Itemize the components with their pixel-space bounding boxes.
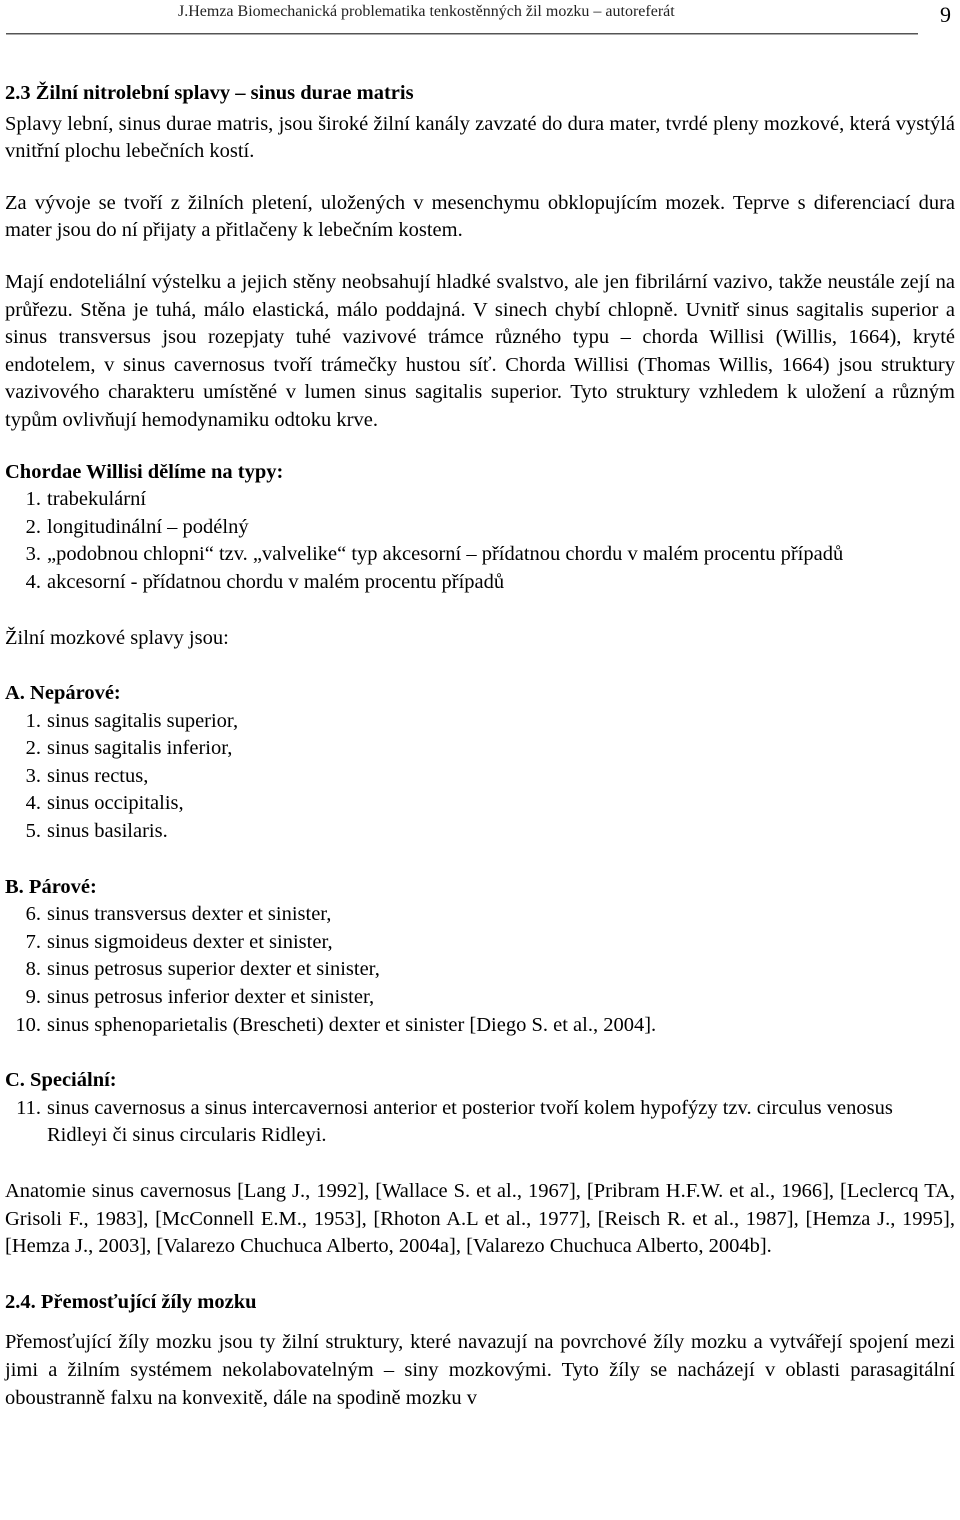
item-text: sinus transversus dexter et sinister, [47, 903, 332, 926]
list-item [5, 569, 955, 597]
running-title: J.Hemza Biomechanická problematika tenkostěnných žil mozku – autoreferát [178, 3, 675, 20]
item-text: sinus basilaris. [47, 820, 168, 843]
item-text: sinus sagitalis inferior, [47, 737, 233, 760]
page-body [5, 80, 955, 1412]
page-number: 9 [940, 2, 951, 27]
item-number: 7. [25, 930, 41, 953]
section-heading-2-3: 2.3 Žilní nitrolební splavy – sinus durae matris [5, 82, 414, 104]
list-item [5, 514, 955, 542]
item-number: 1. [25, 488, 41, 511]
list-item [5, 541, 955, 569]
list-item [5, 708, 955, 736]
item-number: 10. [15, 1013, 41, 1036]
item-text: sinus petrosus superior dexter et sinister, [47, 958, 380, 981]
splavy-intro: Žilní mozkové splavy jsou: [5, 626, 229, 649]
item-text: sinus rectus, [47, 764, 149, 787]
item-number: 5. [25, 820, 41, 843]
group-b-heading: B. Párové: [5, 875, 97, 898]
list-item [5, 818, 955, 846]
header-rule [6, 33, 918, 35]
item-text: sinus sagitalis superior, [47, 709, 239, 732]
item-number: 9. [25, 986, 41, 1009]
item-number: 11. [16, 1096, 41, 1119]
paragraph: Mají endoteliální výstelku a jejich stěny neobsahují hladké svalstvo, ale jen fibrilární vazivo, takže neustále zejí na průřezu. Stěna je tuhá, málo elastická, málo poddajná. V sinech chybí chlopně. Uvnitř sinus sagitalis superior a sinus transversus jsou rozepjaty tuhé vazivové trámce různého typu – chorda Willisi (Willis, 1664), kryté endotelem, v sinus cavernosus tvoří trámečky hustou síť. Chorda Willisi (Thomas Willis, 1664) jsou struktury vazivového charakteru umístěné v lumen sinus sagitalis superior. Tyto struktury vzhledem k uložení a různým typům ovlivňují hemodynamiku odtoku krve. [5, 270, 955, 431]
item-number: 2. [25, 515, 41, 538]
item-text: sinus sigmoideus dexter et sinister, [47, 930, 333, 953]
item-number: 2. [25, 737, 41, 760]
item-text: sinus occipitalis, [47, 792, 184, 815]
list-item [5, 929, 955, 957]
item-number: 6. [25, 903, 41, 926]
paragraph: Splavy lební, sinus durae matris, jsou široké žilní kanály zavzaté do dura mater, tvrdé pleny mozkové, která vystýlá vnitřní plochu lebečních kostí. [5, 112, 955, 163]
list-item [5, 956, 955, 984]
item-text: longitudinální – podélný [47, 515, 249, 538]
item-number: 4. [25, 792, 41, 815]
item-number: 1. [25, 709, 41, 732]
item-number: 3. [25, 764, 41, 787]
chordae-list [5, 486, 955, 596]
item-number: 4. [25, 570, 41, 593]
group-a-list [5, 708, 955, 846]
item-text: trabekulární [47, 488, 147, 511]
anatomy-references: Anatomie sinus cavernosus [Lang J., 1992], [Wallace S. et al., 1967], [Pribram H.F.W. et al., 1966], [Leclercq TA, Grisoli F., 1983], [McConnell E.M., 1953], [Rhoton A.L et al., 1977], [Reisch R. et al., 1987], [Hemza J., 1995], [Hemza J., 2003], [Valarezo Chuchuca Alberto, 2004a], [Valarezo Chuchuca Alberto, 2004b]. [5, 1180, 955, 1258]
item-text: sinus sphenoparietalis (Brescheti) dexter et sinister [Diego S. et al., 2004]. [47, 1013, 657, 1036]
list-item [5, 1012, 955, 1040]
list-item [5, 486, 955, 514]
group-c-list [5, 1095, 955, 1150]
item-text: akcesorní - přídatnou chordu v malém procentu případů [47, 570, 505, 593]
section-heading-2-4: 2.4. Přemosťující žíly mozku [5, 1290, 257, 1313]
page-header [0, 0, 960, 34]
group-a-heading: A. Nepárové: [5, 682, 121, 705]
group-b-list [5, 901, 955, 1039]
item-text: „podobnou chlopni“ tzv. „valvelike“ typ akcesorní – přídatnou chordu v malém procentu případů [47, 543, 844, 566]
list-item [5, 901, 955, 929]
paragraph: Za vývoje se tvoří z žilních pletení, uložených v mesenchymu obklopujícím mozek. Teprve s diferenciací dura mater jsou do ní přijaty a přitlačeny k lebečním kostem. [5, 191, 955, 242]
list-item [5, 984, 955, 1012]
list-item [5, 735, 955, 763]
chordae-heading: Chordae Willisi dělíme na typy: [5, 460, 284, 483]
group-c-heading: C. Speciální: [5, 1069, 117, 1092]
item-text: sinus petrosus inferior dexter et sinister, [47, 986, 375, 1009]
item-number: 3. [25, 543, 41, 566]
list-item [5, 790, 955, 818]
paragraph: Přemosťující žíly mozku jsou ty žilní struktury, které navazují na povrchové žíly mozku a vytvářejí spojení mezi jimi a žilním systémem nekolabovatelným – siny mozkovými. Tyto žíly se nacházejí v oblasti parasagitální oboustranně falxu na konvexitě, dále na spodině mozku v [5, 1331, 955, 1409]
list-item [5, 1095, 955, 1150]
list-item [5, 763, 955, 791]
item-text: sinus cavernosus a sinus intercavernosi anterior et posterior tvoří kolem hypofýzy tzv. circulus venosus Ridleyi či sinus circularis Ridleyi. [47, 1096, 893, 1147]
item-number: 8. [25, 958, 41, 981]
